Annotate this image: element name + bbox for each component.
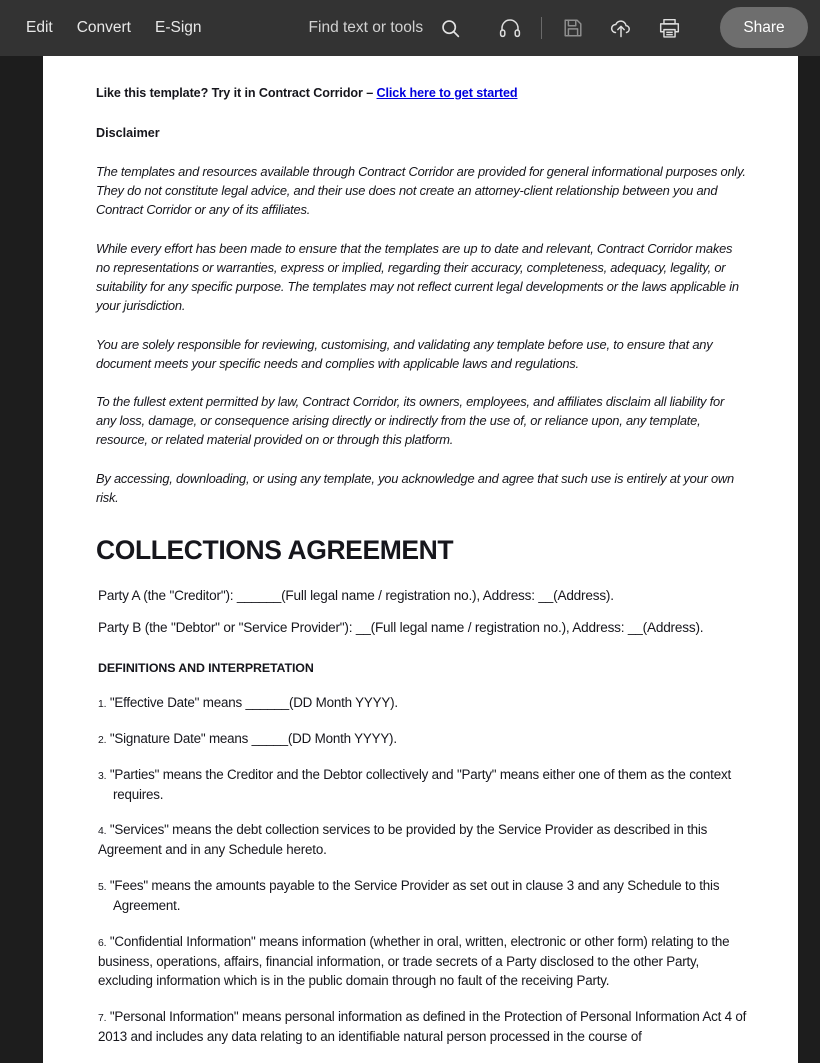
section-heading-definitions: DEFINITIONS AND INTERPRETATION (98, 661, 314, 676)
search-icon[interactable] (433, 11, 467, 45)
disclaimer-paragraph: By accessing, downloading, or using any template, you acknowledge and agree that such use is entirely at your own risk. (96, 470, 734, 505)
document-title: COLLECTIONS AGREEMENT (96, 535, 454, 566)
clause-text: "Parties" means the Creditor and the Debtor collectively and "Party" means either one of them as the context requires. (109, 766, 731, 802)
disclaimer-paragraph: You are solely responsible for reviewing, customising, and validating any template before use, to ensure that any document meets your specific needs and complies with applicable laws and regulations. (96, 336, 713, 371)
disclaimer-paragraph: The templates and resources available through Contract Corridor are provided for general informational purposes only. They do not constitute legal advice, and their use does not create an attorney-client relationship between you and Contract Corridor or any of its affiliates. (96, 164, 746, 218)
clause-text: "Services" means the debt collection services to be provided by the Service Provider as described in this Agreement and in any Schedule hereto. (98, 822, 708, 858)
clause-item (96, 729, 748, 749)
clause-number: 4. (98, 826, 107, 838)
document-viewer[interactable] (0, 56, 820, 1044)
menu-edit[interactable]: Edit (26, 19, 53, 36)
toolbar-menu-group (0, 13, 214, 43)
promo-text: Like this template? Try it in Contract Corridor – (96, 86, 377, 100)
disclaimer-paragraph: To the fullest extent permitted by law, Contract Corridor, its owners, employees, and affiliates disclaim all liability for any loss, damage, or consequence arising directly or indirectly from the use of, or reliance upon, any template, resource, or related material provided on or through this platform. (96, 393, 725, 448)
app-toolbar (0, 0, 820, 56)
toolbar-divider-1 (541, 17, 542, 39)
clause-text: "Confidential Information" means information (whether in oral, written, electronic or other form) relating to the business, operations, affairs, financial information, or trade secrets of a Party disclosed to the other Party, excluding information which is in the public domain through no fault of the receiving Party. (98, 933, 730, 989)
save-icon[interactable] (556, 11, 590, 45)
disclaimer-paragraph: While every effort has been made to ensure that the templates are up to date and relevant, Contract Corridor makes no representations or warranties, express or implied, regarding their accuracy, completeness, adequacy, legality, or suitability for any specific purpose. The templates may not reflect current legal developments or the laws applicable in your jurisdiction. (96, 240, 739, 314)
clause-item (96, 820, 748, 860)
clause-item (96, 1007, 748, 1047)
clause-number: 7. (98, 1013, 107, 1025)
search-bar[interactable] (309, 11, 468, 45)
clause-item (96, 693, 748, 713)
clause-number: 3. (98, 770, 107, 782)
clause-text: "Effective Date" means ______(DD Month YYYY). (109, 695, 398, 711)
toolbar-tool-group (493, 11, 686, 45)
clause-text: "Signature Date" means _____(DD Month YYYY). (109, 730, 397, 746)
clause-number: 2. (98, 734, 107, 746)
clause-text: "Fees" means the amounts payable to the Service Provider as set out in clause 3 and any Schedule to this Agreement. (109, 878, 720, 913)
menu-esign[interactable]: E-Sign (155, 19, 202, 36)
get-started-link[interactable]: Click here to get started (376, 86, 518, 100)
clause-item (96, 765, 748, 805)
party-a-line: Party A (the "Creditor"): ______(Full legal name / registration no.), Address: __(Address). (98, 588, 614, 604)
menu-convert[interactable]: Convert (76, 19, 131, 36)
clause-number: 6. (98, 937, 107, 949)
disclaimer-heading: Disclaimer (96, 126, 160, 140)
promo-line (96, 86, 748, 100)
printer-icon[interactable] (652, 11, 686, 45)
search-input[interactable]: Find text or tools (308, 19, 424, 36)
document-page (43, 56, 798, 1063)
share-button[interactable]: Share (720, 7, 808, 48)
cloud-upload-icon[interactable] (604, 11, 638, 45)
clause-item (96, 932, 748, 991)
party-b-line: Party B (the "Debtor" or "Service Provider"): __(Full legal name / registration no.), Address: __(Address). (98, 620, 704, 636)
headphones-icon[interactable] (493, 11, 527, 45)
clause-number: 1. (98, 699, 107, 711)
clause-number: 5. (98, 882, 107, 894)
clause-text: "Personal Information" means personal information as defined in the Protection of Personal Information Act 4 of 2013 and includes any data relating to an identifiable natural person processed in the course of (98, 1009, 747, 1044)
clause-item (96, 876, 748, 916)
